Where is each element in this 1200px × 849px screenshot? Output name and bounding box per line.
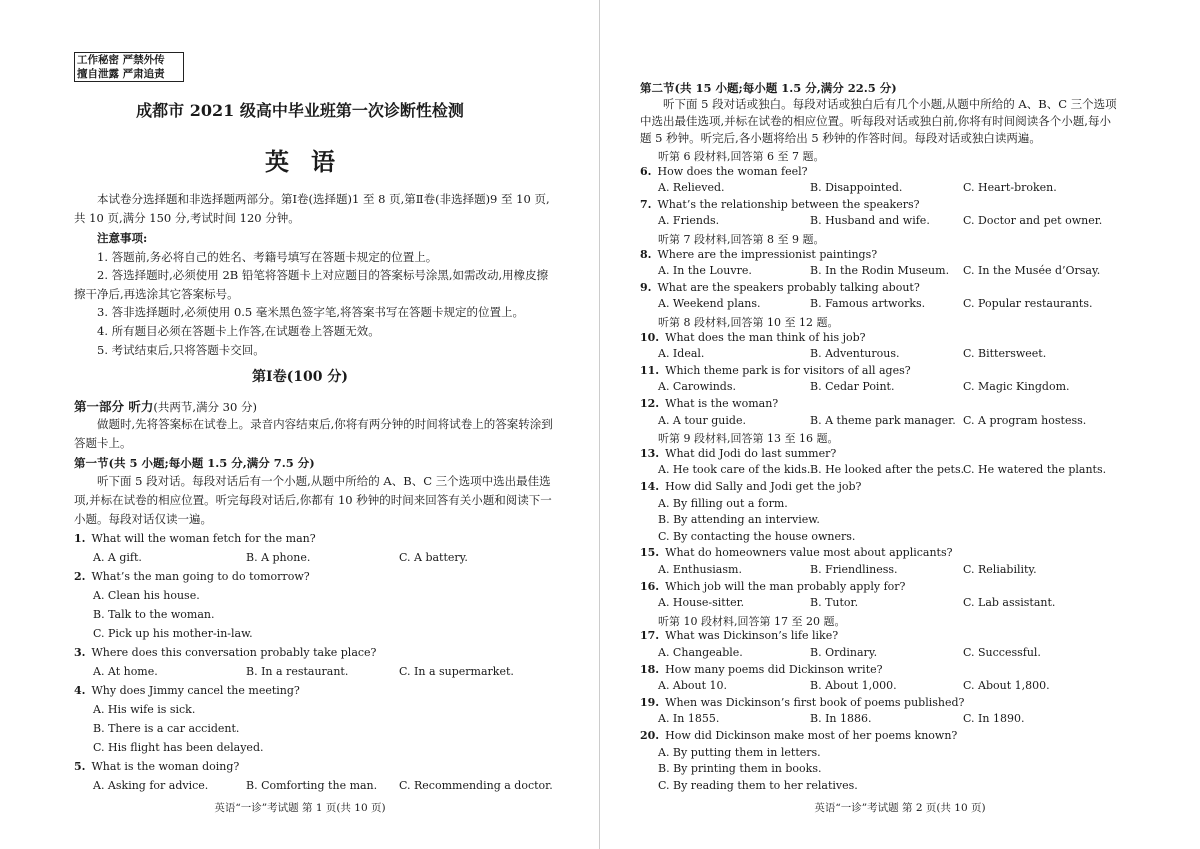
question-stem	[640, 165, 808, 178]
answer-option: A. A gift.	[93, 551, 142, 564]
answer-option: B. Comforting the man.	[246, 779, 378, 792]
question-text: What will the woman fetch for the man?	[91, 532, 316, 545]
question-text: How did Sally and Jodi get the job?	[665, 480, 862, 493]
question-stem	[640, 248, 877, 261]
answer-option: B. In the Rodin Museum.	[810, 264, 950, 278]
answer-option: B. He looked after the pets.	[810, 463, 965, 477]
intro-paragraph: 本试卷分选择题和非选择题两部分。第Ⅰ卷(选择题)1 至 8 页,第Ⅱ卷(非选择题)9 至 10 页,共 10 页,满分 150 分,考试时间 120 分钟。	[74, 192, 550, 225]
answer-option: A. He took care of the kids.	[658, 463, 811, 477]
question-number: 20.	[640, 729, 660, 742]
answer-option: C. A program hostess.	[963, 413, 1087, 427]
subject-title: 英语	[265, 147, 357, 176]
answer-option: C. Bittersweet.	[963, 347, 1047, 361]
confidential-stamp	[74, 52, 184, 82]
notice-item: 4. 所有题目必须在答题卡上作答,在试题卷上答题无效。	[97, 324, 380, 338]
answer-option: B. Disappointed.	[810, 181, 903, 195]
answer-option: B. A theme park manager.	[810, 413, 956, 427]
part1-note: (共两节,满分 30 分)	[153, 400, 257, 414]
question-stem	[640, 696, 964, 709]
section1-intro: 听下面 5 段对话。每段对话后有一个小题,从题中所给的 A、B、C 三个选项中选出最佳选项,并标在试卷的相应位置。听完每段对话后,你都有 10 秒钟的时间来回答有关小题和阅读下一小题。每段对话仅读一遍。	[74, 474, 552, 526]
answer-option: B. Cedar Point.	[810, 380, 895, 394]
stamp-line: 工作秘密 严禁外传	[77, 54, 165, 66]
answer-option: B. By attending an interview.	[658, 513, 820, 527]
answer-option: C. By reading them to her relatives.	[658, 778, 858, 792]
question-text: How did Dickinson make most of her poems known?	[665, 729, 958, 742]
part1-title: 第一部分 听力	[74, 399, 154, 414]
question-number: 9.	[640, 280, 652, 294]
answer-option: B. About 1,000.	[810, 679, 897, 693]
answer-option: C. By contacting the house owners.	[658, 529, 856, 543]
question-text: How many poems did Dickinson write?	[665, 662, 883, 676]
question-stem	[74, 760, 239, 773]
volume-title: 第Ⅰ卷(100 分)	[252, 369, 348, 385]
question-text: Where does this conversation probably take place?	[91, 646, 377, 659]
question-number: 8.	[640, 247, 652, 261]
answer-option: B. In a restaurant.	[246, 665, 349, 678]
question-number: 4.	[74, 684, 86, 697]
question-stem	[74, 684, 300, 697]
answer-option: C. In the Musée d’Orsay.	[963, 264, 1101, 278]
question-text: What did Jodi do last summer?	[665, 446, 837, 460]
section2-intro: 听下面 5 段对话或独白。每段对话或独白后有几个小题,从题中所给的 A、B、C 三个选项中选出最佳选项,并标在试卷的相应位置。听每段对话或独白前,你将有时间阅读各个小题,每小题 5 秒钟。听完后,各小题将给出 5 秒钟的作答时间。每段对话或独白读两遍。	[640, 97, 1117, 145]
answer-option: A. Friends.	[658, 214, 720, 228]
answer-option: B. In 1886.	[810, 712, 872, 726]
question-text: Where are the impressionist paintings?	[657, 247, 878, 261]
page-footer: 英语“一诊”考试题 第 2 页(共 10 页)	[814, 802, 986, 814]
answer-option: B. A phone.	[246, 551, 311, 564]
answer-option: B. By printing them in books.	[658, 762, 822, 776]
notice-item: 5. 考试结束后,只将答题卡交回。	[97, 343, 265, 357]
answer-option: A. Weekend plans.	[658, 297, 761, 311]
question-text: How does the woman feel?	[657, 164, 808, 178]
question-stem	[74, 532, 316, 545]
section1-title: 第一节(共 5 小题;每小题 1.5 分,满分 7.5 分)	[74, 456, 315, 470]
answer-option: C. Reliability.	[963, 563, 1037, 576]
part1-heading	[74, 397, 257, 415]
material-note: 听第 6 段材料,回答第 6 至 7 题。	[658, 150, 825, 163]
question-text: What’s the man going to do tomorrow?	[91, 570, 310, 583]
answer-option: A. In the Louvre.	[658, 264, 752, 278]
question-stem	[74, 570, 310, 583]
answer-option: C. About 1,800.	[963, 679, 1050, 693]
question-text: Which theme park is for visitors of all ages?	[665, 363, 911, 377]
answer-option: B. There is a car accident.	[93, 722, 240, 735]
question-number: 18.	[640, 662, 660, 676]
question-number: 15.	[640, 546, 660, 560]
answer-option: C. Lab assistant.	[963, 596, 1056, 610]
question-stem	[640, 729, 957, 742]
question-stem	[640, 580, 905, 593]
exam-title: 成都市 2021 级高中毕业班第一次诊断性检测	[136, 101, 464, 120]
answer-option: B. Ordinary.	[810, 646, 878, 659]
notice-title: 注意事项:	[97, 231, 148, 245]
question-text: What was Dickinson’s life like?	[665, 629, 839, 643]
part1-intro: 做题时,先将答案标在试卷上。录音内容结束后,你将有两分钟的时间将试卷上的答案转涂到答题卡上。	[74, 417, 553, 450]
answer-option: C. Popular restaurants.	[963, 297, 1093, 311]
answer-option: B. Adventurous.	[810, 347, 900, 361]
answer-option: C. In a supermarket.	[399, 665, 514, 678]
answer-option: A. At home.	[93, 665, 158, 678]
question-text: What do homeowners value most about applicants?	[665, 546, 953, 560]
answer-option: A. Relieved.	[658, 181, 725, 195]
answer-option: B. Husband and wife.	[810, 214, 930, 228]
answer-option: A. In 1855.	[658, 712, 720, 726]
section2-title: 第二节(共 15 小题;每小题 1.5 分,满分 22.5 分)	[640, 81, 897, 95]
material-note: 听第 7 段材料,回答第 8 至 9 题。	[658, 233, 825, 246]
answer-option: C. A battery.	[399, 551, 468, 564]
notice-item: 3. 答非选择题时,必须使用 0.5 毫米黑色签字笔,将答案书写在答题卡规定的位置上。	[97, 305, 525, 319]
question-text: What is the woman doing?	[91, 760, 240, 773]
question-text: Which job will the man probably apply for?	[665, 579, 906, 593]
answer-option: C. Successful.	[963, 646, 1041, 659]
question-stem	[640, 546, 953, 559]
answer-option: C. Pick up his mother-in-law.	[93, 627, 253, 640]
notice-item: 1. 答题前,务必将自己的姓名、考籍号填写在答题卡规定的位置上。	[97, 250, 438, 264]
answer-option: C. Magic Kingdom.	[963, 380, 1070, 394]
answer-option: B. Tutor.	[810, 596, 859, 610]
answer-option: B. Friendliness.	[810, 563, 898, 576]
answer-option: C. His flight has been delayed.	[93, 741, 264, 754]
material-note: 听第 10 段材料,回答第 17 至 20 题。	[658, 614, 846, 628]
question-number: 5.	[74, 760, 86, 773]
answer-option: C. Doctor and pet owner.	[963, 214, 1103, 228]
question-stem	[640, 281, 920, 294]
question-stem	[640, 331, 866, 344]
question-number: 16.	[640, 579, 660, 593]
question-stem	[640, 447, 836, 460]
answer-option: A. Changeable.	[658, 646, 743, 659]
answer-option: A. Enthusiasm.	[658, 563, 742, 576]
question-number: 10.	[640, 330, 660, 344]
answer-option: B. Famous artworks.	[810, 297, 926, 311]
answer-option: A. Carowinds.	[658, 380, 736, 394]
answer-option: C. Heart-broken.	[963, 181, 1057, 195]
answer-option: C. In 1890.	[963, 712, 1025, 726]
answer-option: A. Clean his house.	[93, 589, 200, 602]
question-number: 11.	[640, 363, 660, 377]
stamp-line: 擅自泄露 严肃追责	[77, 68, 165, 80]
question-number: 1.	[74, 532, 86, 545]
answer-option: A. By putting them in letters.	[658, 745, 821, 759]
answer-option: A. A tour guide.	[658, 413, 746, 427]
question-text: Why does Jimmy cancel the meeting?	[91, 684, 300, 697]
question-stem	[640, 397, 778, 410]
answer-option: A. Ideal.	[658, 347, 705, 361]
material-note: 听第 9 段材料,回答第 13 至 16 题。	[658, 432, 839, 446]
question-text: What is the woman?	[665, 397, 779, 410]
answer-option: A. By filling out a form.	[658, 496, 788, 510]
question-number: 19.	[640, 695, 660, 709]
question-number: 14.	[640, 480, 660, 493]
question-text: What does the man think of his job?	[665, 330, 866, 344]
answer-option: A. House-sitter.	[658, 596, 745, 610]
question-number: 12.	[640, 397, 660, 410]
question-number: 3.	[74, 646, 86, 659]
question-stem	[74, 646, 376, 659]
answer-option: C. Recommending a doctor.	[399, 779, 553, 792]
question-stem	[640, 198, 920, 211]
answer-option: A. About 10.	[658, 679, 728, 693]
question-text: When was Dickinson’s first book of poems published?	[665, 695, 965, 709]
question-stem	[640, 364, 911, 377]
question-number: 13.	[640, 446, 660, 460]
answer-option: A. His wife is sick.	[93, 703, 196, 716]
material-note: 听第 8 段材料,回答第 10 至 12 题。	[658, 316, 839, 329]
question-stem	[640, 480, 861, 493]
answer-option: C. He watered the plants.	[963, 463, 1107, 477]
question-number: 17.	[640, 629, 660, 643]
question-number: 2.	[74, 570, 86, 583]
question-stem	[640, 629, 838, 642]
answer-option: A. Asking for advice.	[93, 779, 209, 792]
question-stem	[640, 663, 883, 676]
answer-option: B. Talk to the woman.	[93, 608, 215, 621]
question-text: What are the speakers probably talking about?	[657, 280, 920, 294]
question-number: 7.	[640, 197, 652, 211]
page-footer: 英语“一诊”考试题 第 1 页(共 10 页)	[214, 802, 386, 814]
question-number: 6.	[640, 164, 652, 178]
page-2	[600, 0, 1200, 849]
question-text: What’s the relationship between the speakers?	[657, 197, 920, 211]
notice-item: 2. 答选择题时,必须使用 2B 铅笔将答题卡上对应题目的答案标号涂黑,如需改动,用橡皮擦擦干净后,再选涂其它答案标号。	[74, 268, 549, 301]
